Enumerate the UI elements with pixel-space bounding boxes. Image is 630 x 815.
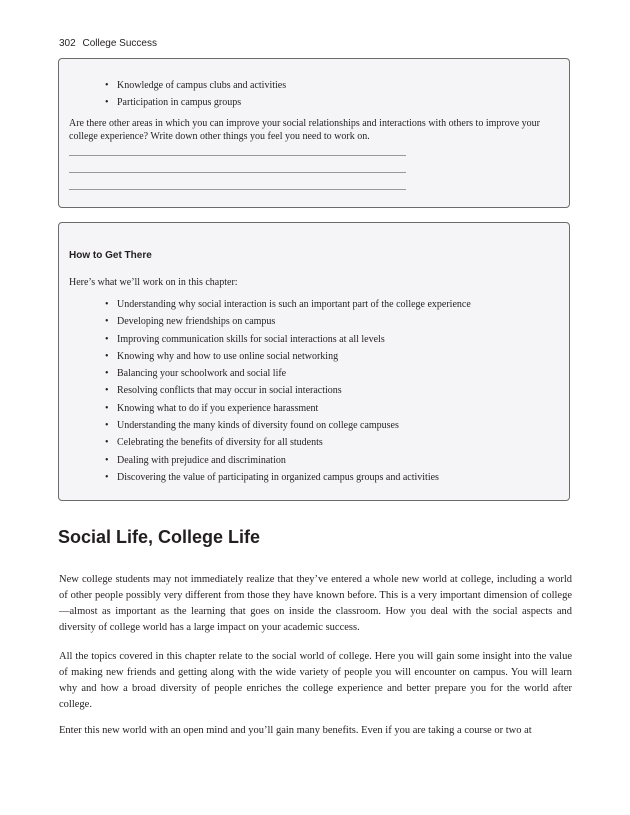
list-item: • Knowledge of campus clubs and activities	[59, 77, 286, 94]
running-head	[59, 38, 157, 49]
self-assessment-box	[58, 58, 570, 208]
list-item: • Developing new friendships on campus	[59, 313, 471, 330]
box-intro: Here’s what we’ll work on in this chapter:	[69, 277, 238, 288]
page-number: 302	[59, 38, 76, 49]
book-title: College Success	[82, 38, 157, 49]
body-paragraph: Enter this new world with an open mind and you’ll gain many benefits. Even if you are taking a course or two at	[59, 725, 532, 736]
how-to-get-there-box	[58, 222, 570, 501]
list-item: • Knowing why and how to use online social networking	[59, 348, 471, 365]
list-item: • Participation in campus groups	[59, 94, 286, 111]
list-item: • Dealing with prejudice and discrimination	[59, 452, 471, 469]
chapter-goals-list	[59, 296, 471, 486]
writing-line[interactable]	[69, 172, 406, 173]
body-paragraph: New college students may not immediately realize that they’ve entered a whole new world at college, including a world of other people possibly very different from those they have known before. This is a very important dimension of college—almost as important as the learning that goes on inside the classroom. How you deal with the social aspects and diversity of college world has a large impact on your academic success.	[59, 574, 572, 633]
body-paragraph: All the topics covered in this chapter relate to the social world of college. Here you will gain some insight into the value of making new friends and getting along with the wide variety of people you will encounter on campus. You will learn why and how a broad diversity of people enriches the college experience and better prepare you for the world after college.	[59, 651, 572, 710]
section-title: Social Life, College Life	[58, 527, 261, 547]
list-item: • Resolving conflicts that may occur in social interactions	[59, 382, 471, 399]
box-heading: How to Get There	[69, 250, 152, 261]
writing-prompt: Are there other areas in which you can improve your social relationships and interactions with others to improve your college experience? Write down other things you feel you need to work on.	[69, 118, 540, 142]
writing-line[interactable]	[69, 189, 406, 190]
list-item: • Understanding the many kinds of diversity found on college campuses	[59, 417, 471, 434]
list-item: • Balancing your schoolwork and social life	[59, 365, 471, 382]
assessment-bullet-list	[59, 77, 286, 112]
list-item: • Celebrating the benefits of diversity for all students	[59, 434, 471, 451]
list-item: • Improving communication skills for social interactions at all levels	[59, 331, 471, 348]
writing-line[interactable]	[69, 155, 406, 156]
list-item: • Discovering the value of participating in organized campus groups and activities	[59, 469, 471, 486]
list-item: • Knowing what to do if you experience harassment	[59, 400, 471, 417]
list-item: • Understanding why social interaction is such an important part of the college experience	[59, 296, 471, 313]
